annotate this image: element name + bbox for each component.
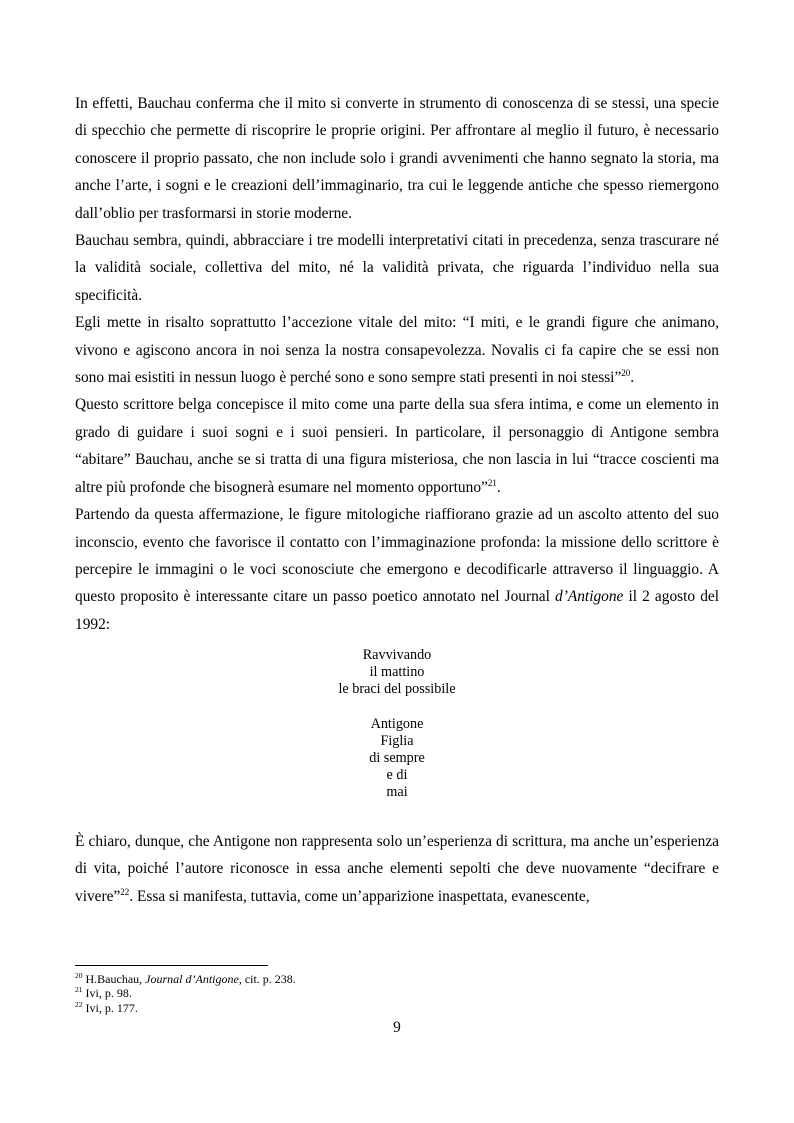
footnote-20 bbox=[75, 972, 719, 986]
paragraph-text: Questo scrittore belga concepisce il mito come una parte della sua sfera intima, e come un elemento in grado di guidare i suoi sogni e i suoi pensieri. In particolare, il personaggio di Antigone sembra “abitare” Bauchau, anche se si tratta di una figura misteriosa, che non lascia in lui “tracce coscienti ma altre più profonde che bisognerà esumare nel momento opportuno” bbox=[75, 396, 719, 496]
poem-line: di sempre bbox=[369, 750, 425, 767]
footnote-22 bbox=[75, 1001, 719, 1015]
paragraph-text: È chiaro, dunque, che Antigone non rappresenta solo un’esperienza di scrittura, ma anche un’esperienza di vita, poiché l’autore riconosce in essa anche elementi sepolti che deve nuovamente “decifrare e vivere” bbox=[75, 833, 719, 905]
paragraph-tail: il 2 agosto del 1992: bbox=[75, 588, 719, 633]
footnote-number: 22 bbox=[75, 999, 83, 1009]
poem-line: Ravvivando bbox=[362, 647, 432, 663]
journal-title-italic: d’Antigone bbox=[555, 588, 624, 606]
paragraph-sfera-intima bbox=[75, 391, 719, 501]
paragraph-modelli-interpretativi bbox=[75, 227, 719, 309]
paragraph-tail: . bbox=[630, 369, 635, 387]
paragraph-text: In effetti, Bauchau conferma che il mito si converte in strumento di conoscenza di se stessi, una specie di specchio che permette di riscoprire le proprie origini. Per affrontare al meglio il futuro, è necessario conoscere il proprio passato, che non include solo i grandi avvenimenti che hanno segnato la storia, ma anche l’arte, i sogni e le creazioni dell’immaginario, tra cui le leggende antiche che spesso riemergono dall’oblio per trasformarsi in storie moderne. bbox=[75, 95, 719, 222]
paragraph-esperienza-vita bbox=[75, 828, 719, 910]
footnote-text: Ivi, p. 98. bbox=[85, 986, 132, 1001]
footnote-italic: Journal d’Antigone bbox=[145, 972, 239, 986]
paragraph-inconscio bbox=[75, 501, 719, 638]
footnote-text-after: , cit. p. 238. bbox=[238, 972, 296, 986]
footnote-21 bbox=[75, 986, 719, 1000]
poem-stanza-1 bbox=[75, 647, 719, 699]
paragraph-accezione-vitale bbox=[75, 309, 719, 391]
footnote-ref-20[interactable]: 20 bbox=[621, 367, 631, 378]
footnote-text: H.Bauchau, bbox=[85, 972, 146, 986]
footnote-number: 21 bbox=[75, 985, 83, 995]
footnote-ref-21[interactable]: 21 bbox=[487, 477, 497, 488]
poem-quote bbox=[75, 647, 719, 802]
footnote-separator bbox=[75, 965, 268, 966]
paragraph-tail: . bbox=[496, 478, 501, 496]
main-text bbox=[75, 90, 719, 638]
poem-line: mai bbox=[386, 784, 408, 801]
paragraph-text: Egli mette in risalto soprattutto l’accezione vitale del mito: “I miti, e le grandi figure che animano, vivono e agiscono ancora in noi senza la nostra consapevolezza. Novalis ci fa capire che se essi non sono mai esistiti in nessun luogo è perché sono e sono sempre stati presenti in noi stessi” bbox=[75, 314, 719, 387]
footnotes bbox=[75, 972, 719, 1015]
poem-line: il mattino bbox=[369, 664, 425, 681]
paragraph-tail: . Essa si manifesta, tuttavia, come un’apparizione inaspettata, evanescente, bbox=[129, 887, 590, 905]
paragraph-mito-conoscenza bbox=[75, 90, 719, 227]
paragraph-text: Partendo da questa affermazione, le figure mitologiche riaffiorano grazie ad un ascolto attento del suo inconscio, evento che favorisce il contatto con l’immaginazione profonda: la missione dello scrittore è percepire le immagini o le voci sconosciute che emergono e decodificarle attraverso il linguaggio. A questo proposito è interessante citare un passo poetico annotato nel Journal bbox=[75, 506, 719, 606]
paragraph-text: Bauchau sembra, quindi, abbracciare i tre modelli interpretativi citati in precedenza, senza trascurare né la validità sociale, collettiva del mito, né la validità privata, che riguarda l’individuo nella sua specificità. bbox=[75, 232, 719, 304]
footnote-ref-22[interactable]: 22 bbox=[120, 886, 130, 897]
poem-stanza-2 bbox=[75, 716, 719, 802]
poem-line: Antigone bbox=[370, 715, 424, 732]
closing-text bbox=[75, 828, 719, 910]
poem-line: Figlia bbox=[380, 732, 414, 749]
page-number: 9 bbox=[393, 1019, 401, 1036]
footnote-number: 20 bbox=[75, 971, 83, 980]
poem-line: le braci del possibile bbox=[338, 681, 456, 698]
footnote-text: Ivi, p. 177. bbox=[85, 1000, 138, 1015]
poem-line: e di bbox=[386, 767, 408, 784]
